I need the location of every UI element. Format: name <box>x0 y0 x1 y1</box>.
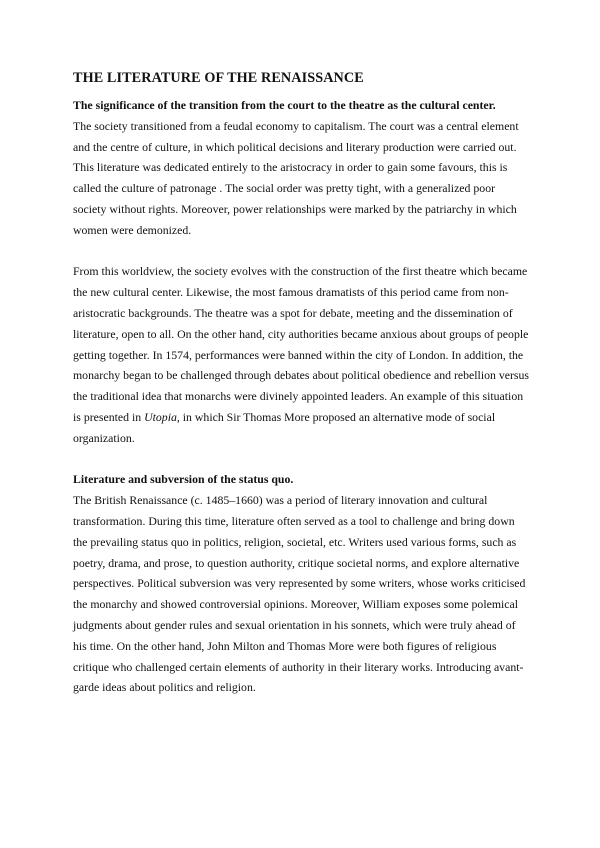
book-title-utopia: Utopia <box>144 409 177 424</box>
document-page <box>73 70 529 698</box>
paragraph-spacer <box>73 449 529 470</box>
paragraph-spacer <box>73 241 529 262</box>
document-title: THE LITERATURE OF THE RENAISSANCE <box>73 70 364 86</box>
paragraph-court-culture: The society transitioned from a feudal economy to capitalism. The court was a central element and the centre of culture, in which political decisions and literary production were carried out. This literature was dedicated entirely to the aristocracy in order to gain some favours, this is called the culture of patronage . The social order was pretty tight, with a generalized poor society without rights. Moreover, power relationships were marked by the patriarchy in which women were demonized. <box>73 118 519 237</box>
section-heading-theatre: The significance of the transition from the court to the theatre as the cultural center. <box>73 98 496 112</box>
paragraph-theatre-center <box>73 261 529 448</box>
paragraph-text: , in which Sir Thomas More proposed an alternative mode of social organization. <box>73 409 496 445</box>
section-heading-subversion: Literature and subversion of the status quo. <box>73 472 294 487</box>
paragraph-text: From this worldview, the society evolves with the construction of the first theatre which became the new cultural center. Likewise, the most famous dramatists of this period came from non-aristocratic backgrounds. The theatre was a spot for debate, meeting and the dissemination of literature, open to all. On the other hand, city authorities became anxious about groups of people getting together. In 1574, performances were banned within the city of London. In addition, the monarchy began to be challenged through debates about political obedience and rebellion versus the traditional idea that monarchs were divinely appointed leaders. An example of this situation is presented in <box>73 264 529 424</box>
paragraph-british-renaissance: The British Renaissance (c. 1485–1660) was a period of literary innovation and cultural transformation. During this time, literature often served as a tool to challenge and bring down the prevailing status quo in politics, religion, societal, etc. Writers used various forms, such as poetry, drama, and prose, to question authority, critique societal norms, and explore alternative perspectives. Political subversion was very represented by some writers, whose works criticised the monarchy and showed controversial opinions. Moreover, William exposes some polemical judgments about gender rules and sexual orientation in his sonnets, which were truly ahead of his time. On the other hand, John Milton and Thomas More were both figures of religious critique who challenged certain elements of authority in their literary works. Introducing avant-garde ideas about politics and religion. <box>73 493 526 695</box>
